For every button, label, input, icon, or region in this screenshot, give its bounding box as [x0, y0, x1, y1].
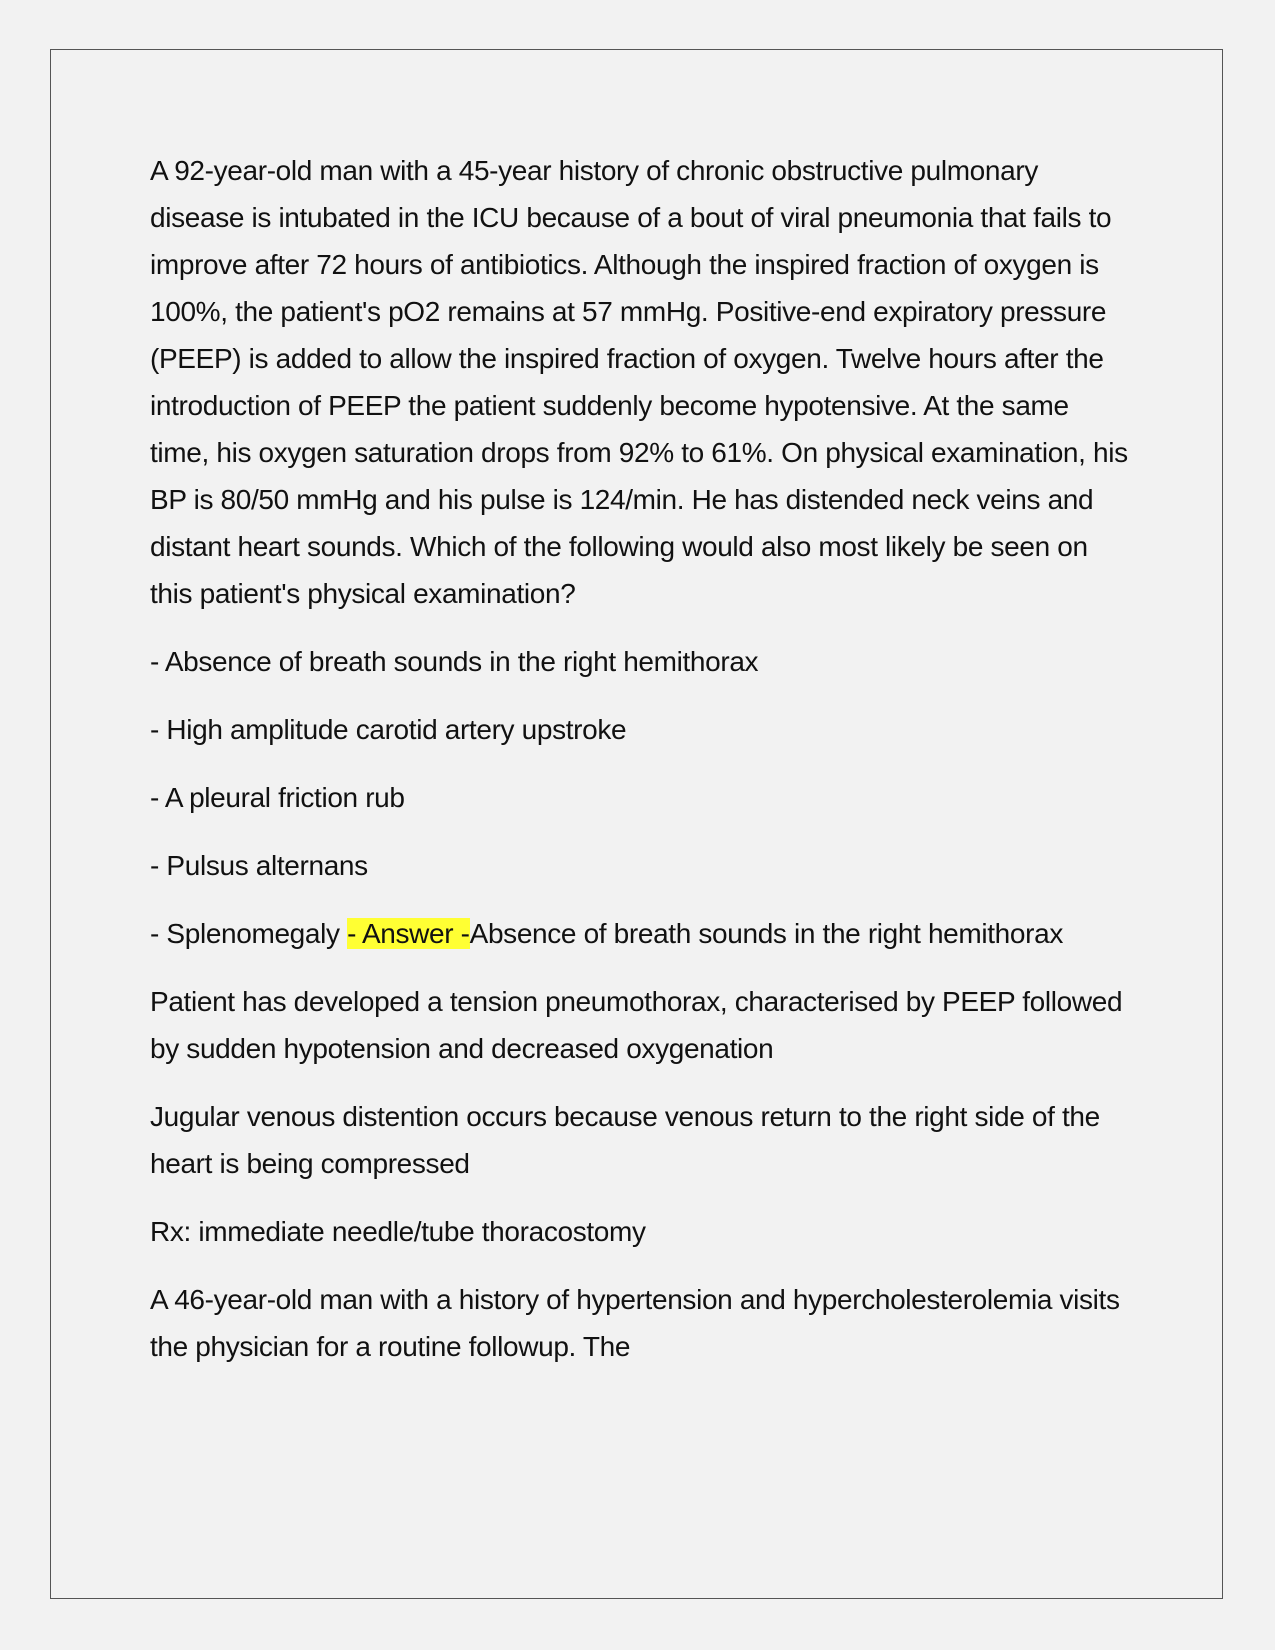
answer-option-1: - Absence of breath sounds in the right hemithorax: [150, 646, 759, 677]
next-question-stem: A 46-year-old man with a history of hypertension and hypercholesterolemia visits the physician for a routine followup. The: [150, 1284, 1120, 1362]
answer-option-2: - High amplitude carotid artery upstroke: [150, 714, 627, 745]
answer-text: Absence of breath sounds in the right hemithorax: [469, 918, 1063, 949]
answer-option-5: [150, 910, 1130, 957]
answer-option-4: - Pulsus alternans: [150, 850, 368, 881]
answer-option-3: - A pleural friction rub: [150, 782, 405, 813]
explanation-1: Patient has developed a tension pneumothorax, characterised by PEEP followed by sudden hypotension and decreased oxygenation: [150, 986, 1123, 1064]
answer-marker: - Answer -: [347, 918, 470, 949]
document-body: [150, 147, 1130, 1391]
answer-option-5-text: - Splenomegaly: [150, 918, 348, 949]
explanation-2: Jugular venous distention occurs because venous return to the right side of the heart is being compressed: [150, 1101, 1100, 1179]
treatment-note: Rx: immediate needle/tube thoracostomy: [150, 1216, 646, 1247]
question-stem: A 92-year-old man with a 45-year history of chronic obstructive pulmonary disease is intubated in the ICU because of a bout of viral pneumonia that fails to improve after 72 hours of antibiotics. Although the inspired fraction of oxygen is 100%, the patient's pO2 remains at 57 mmHg. Positive-end expiratory pressure (PEEP) is added to allow the inspired fraction of oxygen. Twelve hours after the introduction of PEEP the patient suddenly become hypotensive. At the same time, his oxygen saturation drops from 92% to 61%. On physical examination, his BP is 80/50 mmHg and his pulse is 124/min. He has distended neck veins and distant heart sounds. Which of the following would also most likely be seen on this patient's physical examination?: [150, 155, 1128, 609]
